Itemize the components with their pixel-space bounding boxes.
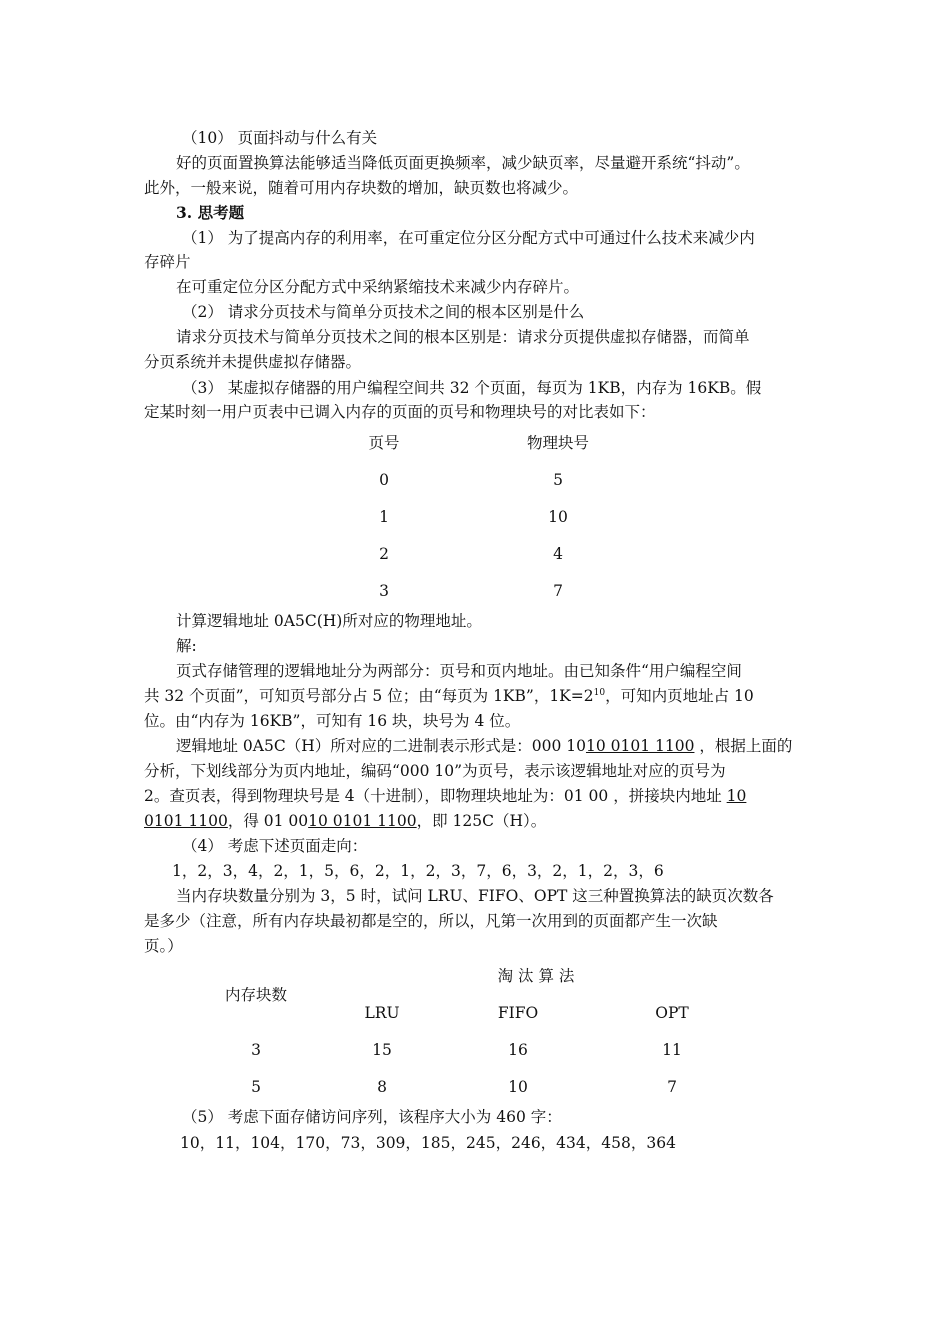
page-table-cell: 5 — [553, 471, 563, 489]
q3-para2-line-2: 分析，下划线部分为页内地址，编码“000 10”为页号，表示该逻辑地址对应的页号为 — [144, 762, 726, 780]
q1-question-line-2: 存碎片 — [144, 253, 191, 271]
page-table-cell: 10 — [548, 508, 568, 526]
page-table-header-frame: 物理块号 — [526, 434, 589, 452]
fault-table-header-lru: LRU — [364, 1004, 400, 1022]
q1-question-line-1: （1） 为了提高内存的利用率，在可重定位分区分配方式中可通过什么技术来减少内 — [182, 229, 755, 247]
page-table-cell: 4 — [553, 545, 563, 563]
underlined-offset: 0101 1100 — [144, 812, 228, 830]
q1-answer: 在可重定位分区分配方式中采纳紧缩技术来减少内存碎片。 — [176, 278, 580, 296]
q3-question-line-2: 定某时刻一用户页表中已调入内存的页面的页号和物理块号的对比表如下： — [144, 403, 656, 421]
q10-answer-line-2: 此外，一般来说，随着可用内存块数的增加，缺页数也将减少。 — [144, 179, 579, 197]
q4-prompt-line-3: 页。） — [144, 937, 183, 955]
q4-prompt-line-2: 是多少（注意，所有内存块最初都是空的，所以，凡第一次用到的页面都产生一次缺 — [144, 912, 718, 930]
fault-table-header-fifo: FIFO — [497, 1004, 539, 1022]
section-3-title: 3. 思考题 — [176, 203, 245, 222]
page-table-cell: 0 — [379, 471, 389, 489]
q4-question: （4） 考虑下述页面走向： — [182, 837, 368, 855]
q3-para2-line-3: 2。查页表，得到物理块号是 4（十进制），即物理块地址为：01 00 ，拼接块内地址 10 — [144, 787, 747, 805]
q10-answer-line-1: 好的页面置换算法能够适当降低页面更换频率，减少缺页率，尽量避开系统“抖动”。 — [176, 154, 750, 172]
q2-answer-line-1: 请求分页技术与简单分页技术之间的根本区别是：请求分页提供虚拟存储器，而简单 — [176, 328, 750, 346]
underlined-offset: 10 0101 1100 — [308, 812, 417, 830]
underlined-offset: 10 0101 1100 — [585, 737, 695, 755]
q2-question: （2） 请求分页技术与简单分页技术之间的根本区别是什么 — [182, 303, 585, 321]
q3-question-line-1: （3） 某虚拟存储器的用户编程空间共 32 个页面，每页为 1KB，内存为 16KB。假 — [182, 379, 762, 397]
underlined-offset: 10 — [726, 787, 747, 805]
q3-task: 计算逻辑地址 0A5C(H)所对应的物理地址。 — [176, 612, 482, 630]
page-table-header-page: 页号 — [368, 434, 400, 452]
q5-access-sequence: 10，11，104，170，73，309，185，245，246，434，458，364 — [180, 1134, 676, 1152]
page-table-cell: 7 — [553, 582, 563, 600]
q5-question: （5） 考虑下面存储访问序列，该程序大小为 460 字： — [182, 1108, 562, 1126]
fault-table-group-header: 淘 汰 算 法 — [497, 967, 575, 985]
page-table-cell: 3 — [379, 582, 389, 600]
q2-answer-line-2: 分页系统并未提供虚拟存储器。 — [144, 353, 362, 371]
q3-para2-line-1: 逻辑地址 0A5C（H）所对应的二进制表示形式是：000 1010 0101 1100 ，根据上面的 — [176, 737, 793, 755]
fault-table-row-header: 内存块数 — [224, 986, 287, 1004]
fault-table-cell: 15 — [372, 1041, 392, 1059]
exponent: 10 — [593, 687, 606, 698]
q4-prompt-line-1: 当内存块数量分别为 3，5 时，试问 LRU、FIFO、OPT 这三种置换算法的缺页次数各 — [176, 887, 774, 905]
page-table-cell: 2 — [379, 545, 389, 563]
q3-para1-line-2: 共 32 个页面”，可知页号部分占 5 位；由“每页为 1KB”，$1K=2^{10}$，可知内页地址占 10 — [144, 687, 754, 705]
q3-para2-line-4: 0101 1100，得 01 0010 0101 1100，即 125C（H）。 — [144, 812, 547, 830]
fault-table-cell: 8 — [377, 1078, 387, 1096]
q10-question: （10） 页面抖动与什么有关 — [182, 129, 378, 147]
q3-para1-line-3: 位。由“内存为 16KB”，可知有 16 块，块号为 4 位。 — [144, 712, 521, 730]
fault-table-cell: 11 — [662, 1041, 682, 1059]
fault-table-cell: 7 — [667, 1078, 677, 1096]
page-table-cell: 1 — [379, 508, 389, 526]
fault-table-cell: 10 — [508, 1078, 528, 1096]
fault-table-cell: 16 — [508, 1041, 528, 1059]
fault-table-cell: 5 — [251, 1078, 261, 1096]
q3-solution-label: 解: — [176, 637, 197, 655]
q4-page-sequence: 1，2，3，4，2，1，5，6，2，1，2，3，7，6，3，2，1，2，3，6 — [172, 862, 664, 880]
q3-para1-line-1: 页式存储管理的逻辑地址分为两部分：页号和页内地址。由已知条件“用户编程空间 — [176, 662, 742, 680]
fault-table-header-opt: OPT — [655, 1004, 689, 1022]
fault-table-cell: 3 — [251, 1041, 261, 1059]
